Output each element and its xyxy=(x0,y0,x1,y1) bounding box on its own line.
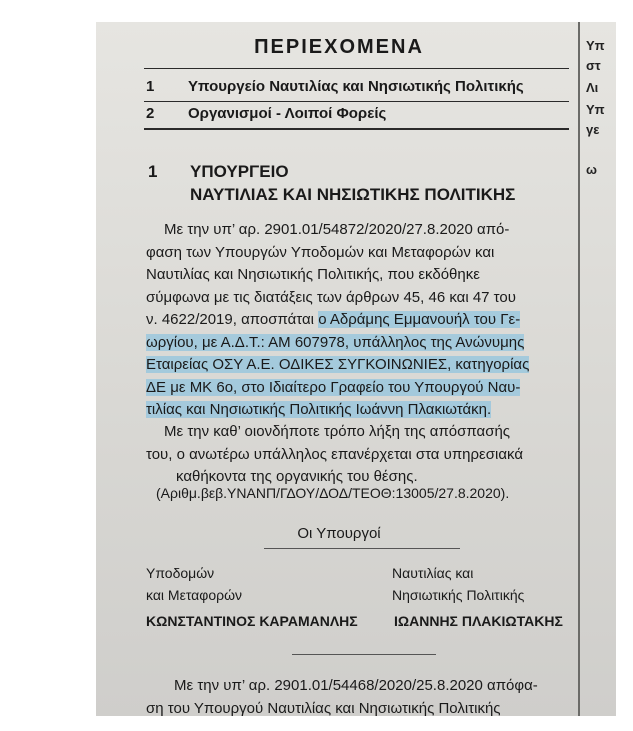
text-segment: ν. 4622/2019, αποσπάται xyxy=(146,311,319,328)
text-line: Με την καθ’ οιονδήποτε τρόπο λήξη της απόσπασής xyxy=(164,423,511,440)
column-fragment: Υπ xyxy=(586,38,605,53)
column-fragment: Λι xyxy=(586,80,599,95)
section-heading-line1: ΥΠΟΥΡΓΕΙΟ xyxy=(190,162,289,181)
text-line: Με την υπ’ αρ. 2901.01/54468/2020/25.8.2020 απόφα- xyxy=(174,677,538,694)
text-line: ση του Υπουργού Ναυτιλίας και Νησιωτικής Πολιτικής xyxy=(146,699,501,716)
contents-item-label: Υπουργείο Ναυτιλίας και Νησιωτικής Πολιτικής xyxy=(188,78,524,95)
highlighted-text: ο Αδράμης Εμμανουήλ του Γε- xyxy=(318,311,521,328)
text-line: Με την υπ’ αρ. 2901.01/54872/2020/27.8.2020 από- xyxy=(164,221,510,238)
gazette-page xyxy=(96,22,582,716)
text-line xyxy=(146,354,572,377)
column-fragment: Υπ xyxy=(586,102,605,117)
text-line xyxy=(146,309,572,332)
column-fragment: ω xyxy=(586,162,597,177)
signatories-title: Οι Υπουργοί xyxy=(297,525,381,542)
decision-paragraph xyxy=(146,219,572,422)
text-line: του, ο ανωτέρω υπάλληλος επανέρχεται στα υπηρεσιακά xyxy=(146,445,523,463)
section-end-rule xyxy=(292,654,436,655)
signatory-right-role xyxy=(392,562,524,606)
highlighted-text: ΔΕ με ΜΚ 6ο, στο Ιδιαίτερο Γραφείο του Υπουργού Ναυ- xyxy=(146,378,521,396)
termination-paragraph xyxy=(146,421,572,489)
next-decision-paragraph xyxy=(146,675,572,716)
signature-rule xyxy=(264,548,460,549)
signatory-right-name: ΙΩΑΝΝΗΣ ΠΛΑΚΙΩΤΑΚΗΣ xyxy=(394,613,563,629)
divider xyxy=(144,128,569,130)
text-line xyxy=(146,377,572,400)
section-number: 1 xyxy=(148,162,158,181)
text-line: σύμφωνα με τις διατάξεις των άρθρων 45, 46 και 47 του xyxy=(146,288,516,306)
contents-item-label: Οργανισμοί - Λοιποί Φορείς xyxy=(188,105,387,122)
contents-title: ΠΕΡΙΕΧΟΜΕΝΑ xyxy=(254,36,424,58)
role-line: Νησιωτικής Πολιτικής xyxy=(392,587,525,603)
highlighted-text: ωργίου, με Α.Δ.Τ.: ΑΜ 607978, υπάλληλος της Ανώνυμης xyxy=(146,333,525,351)
column-divider xyxy=(578,22,580,716)
contents-item-number: 2 xyxy=(146,105,155,122)
highlighted-text: Εταιρείας ΟΣΥ Α.Ε. ΟΔΙΚΕΣ ΣΥΓΚΟΙΝΩΝΙΕΣ, κατηγορίας xyxy=(146,356,530,373)
divider xyxy=(144,68,569,69)
adjacent-column xyxy=(584,22,616,716)
highlighted-text: τιλίας και Νησιωτικής Πολιτικής Ιωάννη Πλακιωτάκη. xyxy=(146,401,492,418)
signatory-left-name: ΚΩΝΣΤΑΝΤΙΝΟΣ ΚΑΡΑΜΑΝΛΗΣ xyxy=(146,613,358,629)
reference-number: (Αριθμ.βεβ.ΥΝΑΝΠ/ΓΔΟΥ/ΔΟΔ/ΤΕΟΘ:13005/27.8.2020). xyxy=(156,485,510,501)
text-line xyxy=(146,399,572,422)
divider xyxy=(144,101,569,102)
column-fragment: στ xyxy=(586,58,601,73)
section-heading-line2: ΝΑΥΤΙΛΙΑΣ ΚΑΙ ΝΗΣΙΩΤΙΚΗΣ ΠΟΛΙΤΙΚΗΣ xyxy=(190,185,516,204)
text-line: καθήκοντα της οργανικής του θέσης. xyxy=(176,468,418,485)
role-line: Υποδομών xyxy=(146,565,215,581)
role-line: Ναυτιλίας και xyxy=(392,565,474,581)
contents-item-number: 1 xyxy=(146,78,155,95)
role-line: και Μεταφορών xyxy=(146,587,243,603)
column-fragment: γε xyxy=(586,122,600,137)
document-photo xyxy=(96,22,616,716)
text-line: Ναυτιλίας και Νησιωτικής Πολιτικής, που εκδόθηκε xyxy=(146,266,480,283)
signatory-left-role xyxy=(146,562,242,606)
text-line xyxy=(146,332,572,355)
text-line: φαση των Υπουργών Υποδομών και Μεταφορών και xyxy=(146,243,495,261)
